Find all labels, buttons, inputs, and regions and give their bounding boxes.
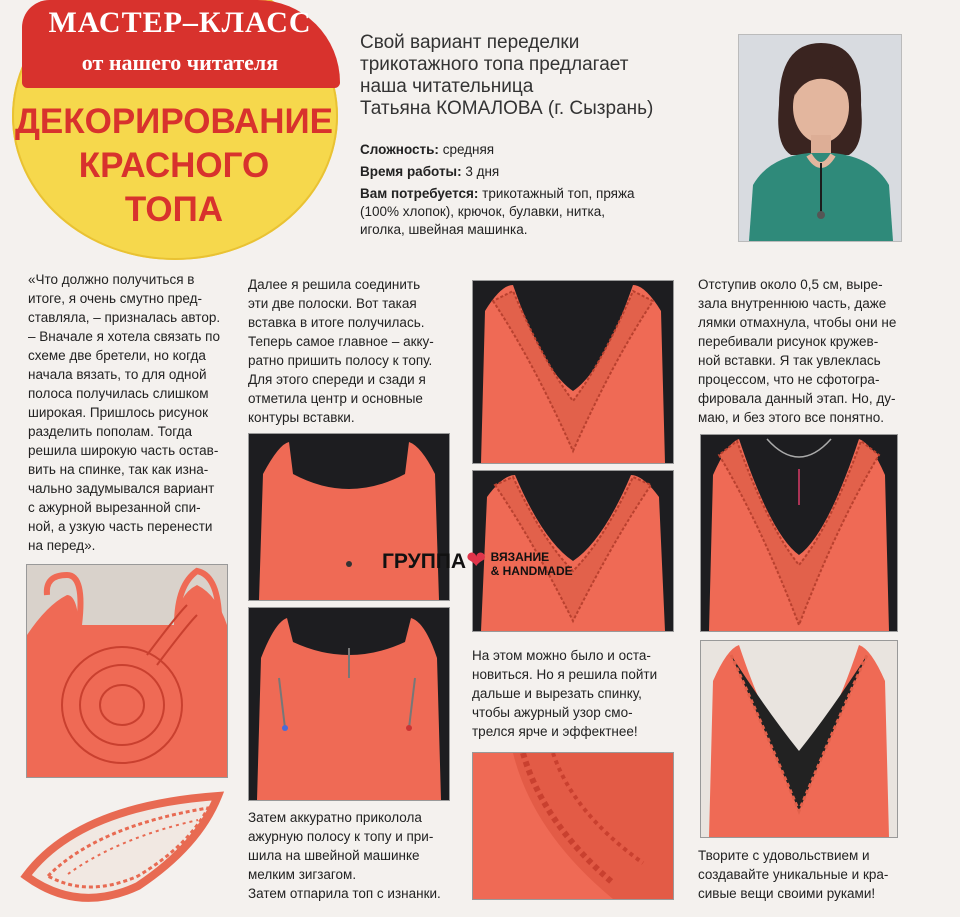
text-line: итоге, я очень смутно пред- bbox=[28, 291, 203, 306]
marked-top-illustration-2 bbox=[249, 608, 449, 800]
badge-subheading: от нашего читателя bbox=[81, 50, 279, 75]
intro-line: наша читательница bbox=[360, 76, 534, 97]
badge-heading: МАСТЕР–КЛАСС bbox=[48, 6, 312, 39]
text-line: маю, и без этого все понятно. bbox=[698, 410, 884, 425]
article-title bbox=[14, 100, 334, 232]
text-line: сивые вещи своими руками! bbox=[698, 886, 876, 901]
group-logo bbox=[382, 546, 573, 578]
text-line: контуры вставки. bbox=[248, 410, 355, 425]
text-line: зала внутреннюю часть, даже bbox=[698, 296, 887, 311]
column1-text bbox=[28, 270, 238, 555]
text-line: схеме две бретели, но когда bbox=[28, 348, 206, 363]
column2-text-top bbox=[248, 275, 460, 427]
difficulty-label: Сложность: bbox=[360, 142, 439, 157]
text-line: чально задумывался вариант bbox=[28, 481, 215, 496]
text-line: шила на швейной машинке bbox=[248, 848, 420, 863]
back-cutout-photo bbox=[472, 752, 674, 900]
intro-line: трикотажного топа предлагает bbox=[360, 54, 629, 75]
materials-line: иголка, швейная машинка. bbox=[360, 222, 528, 237]
text-line: Для этого спереди и сзади я bbox=[248, 372, 426, 387]
text-line: ной, а узкую часть перенести bbox=[28, 519, 213, 534]
text-line: Теперь самое главное – акку- bbox=[248, 334, 434, 349]
lace-strip-illustration bbox=[18, 786, 238, 912]
time-label: Время работы: bbox=[360, 164, 462, 179]
text-line: ной вставки. Я так увлеклась bbox=[698, 353, 881, 368]
materials-label: Вам потребуется: bbox=[360, 186, 479, 201]
text-line: эти две полоски. Вот такая bbox=[248, 296, 417, 311]
article-title-line: ТОПА bbox=[124, 190, 224, 229]
text-line: перебивали рисунок кружев- bbox=[698, 334, 879, 349]
text-line: новиться. Но я решила пойти bbox=[472, 667, 658, 682]
text-line: Отступив около 0,5 см, выре- bbox=[698, 277, 883, 292]
text-line: трелся ярче и эффектнее! bbox=[472, 724, 638, 739]
article-title-line: ДЕКОРИРОВАНИЕ bbox=[14, 102, 334, 141]
logo-main-text: ГРУППА bbox=[382, 550, 467, 573]
column3-text bbox=[472, 646, 684, 741]
text-line: вить на спинке, так как изна- bbox=[28, 462, 209, 477]
text-line: Затем аккуратно приколола bbox=[248, 810, 422, 825]
author-portrait-illustration bbox=[739, 35, 901, 241]
text-line: лямки отмахнула, чтобы они не bbox=[698, 315, 897, 330]
lace-front-illustration-1 bbox=[473, 281, 673, 463]
text-line: процессом, что не сфотогра- bbox=[698, 372, 880, 387]
intro-text bbox=[360, 32, 720, 120]
text-line: ратно пришить полосу к топу. bbox=[248, 353, 433, 368]
back-cutout-illustration bbox=[473, 753, 673, 899]
text-line: полоса получилась слишком bbox=[28, 386, 209, 401]
lace-front-photo-1 bbox=[472, 280, 674, 464]
article-title-line: КРАСНОГО bbox=[78, 146, 270, 185]
difficulty-value: средняя bbox=[438, 142, 495, 157]
lace-on-top-illustration bbox=[27, 565, 227, 777]
text-line: – Вначале я хотела связать по bbox=[28, 329, 220, 344]
time-value: 3 дня bbox=[461, 164, 500, 179]
text-line: ажурную полосу к топу и при- bbox=[248, 829, 434, 844]
materials-row bbox=[360, 185, 720, 239]
text-line: с ажурной вырезанной спи- bbox=[28, 500, 201, 515]
text-line: чтобы ажурный узор смо- bbox=[472, 705, 633, 720]
time-row bbox=[360, 163, 720, 181]
text-line: мелким зигзагом. bbox=[248, 867, 357, 882]
text-line: дальше и вырезать спинку, bbox=[472, 686, 642, 701]
text-line: вставка в итоге получилась. bbox=[248, 315, 425, 330]
logo-side-line: & HANDMADE bbox=[490, 563, 573, 578]
materials-line: трикотажный топ, пряжа bbox=[478, 186, 635, 201]
text-line: Далее я решила соединить bbox=[248, 277, 421, 292]
lace-on-top-photo bbox=[26, 564, 228, 778]
finished-top-photo-2 bbox=[700, 640, 898, 838]
logo-side-line: ВЯЗАНИЕ bbox=[490, 549, 550, 564]
intro-line: Татьяна КОМАЛОВА (г. Сызрань) bbox=[360, 98, 654, 119]
text-line: начала вязать, то для одной bbox=[28, 367, 207, 382]
text-line: На этом можно было и оста- bbox=[472, 648, 651, 663]
intro-line: Свой вариант переделки bbox=[360, 32, 580, 53]
materials-line: (100% хлопок), крючок, булавки, нитка, bbox=[360, 204, 606, 219]
column2-text-bottom bbox=[248, 808, 460, 903]
text-line: разделить пополам. Тогда bbox=[28, 424, 192, 439]
text-line: «Что должно получиться в bbox=[28, 272, 195, 287]
author-portrait-photo bbox=[738, 34, 902, 242]
text-line: на перед». bbox=[28, 538, 96, 553]
text-line: фировала данный этап. Но, ду- bbox=[698, 391, 896, 406]
text-line: решила широкую часть остав- bbox=[28, 443, 219, 458]
text-line: отметила центр и основные bbox=[248, 391, 423, 406]
finished-top-illustration-2 bbox=[701, 641, 897, 837]
finished-top-illustration-1 bbox=[701, 435, 897, 631]
finished-top-photo-1 bbox=[700, 434, 898, 632]
marked-top-photo-2 bbox=[248, 607, 450, 801]
text-line: ставляла, – призналась автор. bbox=[28, 310, 221, 325]
text-line: широкая. Пришлось рисунок bbox=[28, 405, 208, 420]
heart-icon: ❤ bbox=[466, 547, 487, 574]
logo-side-block bbox=[491, 550, 573, 578]
text-line: создавайте уникальные и кра- bbox=[698, 867, 889, 882]
lace-strip-photo bbox=[18, 786, 238, 912]
column4-text-bottom bbox=[698, 846, 908, 903]
difficulty-row bbox=[360, 141, 720, 159]
column4-text-top bbox=[698, 275, 908, 427]
text-line: Затем отпарила топ с изнанки. bbox=[248, 886, 441, 901]
text-line: Творите с удовольствием и bbox=[698, 848, 870, 863]
